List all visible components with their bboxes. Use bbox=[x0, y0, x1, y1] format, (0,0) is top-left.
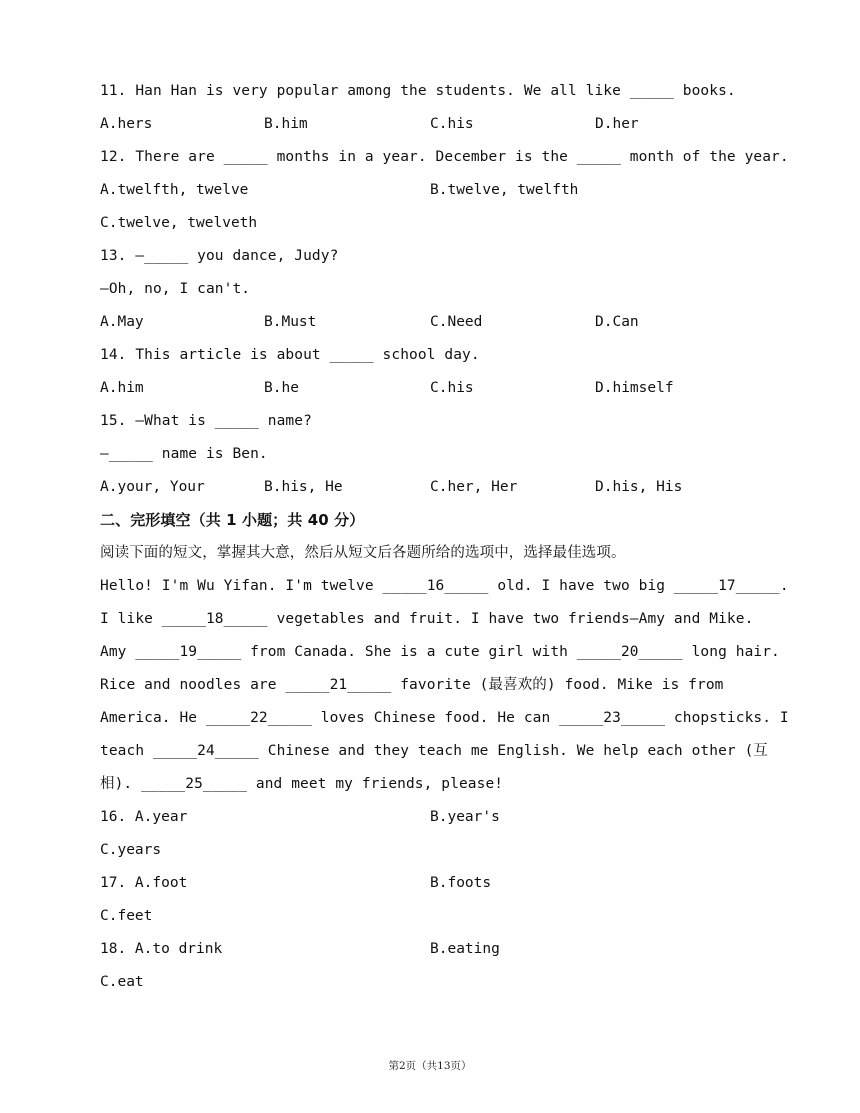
question-15-reply: —_____ name is Ben. bbox=[100, 446, 268, 462]
option-c: C.eat bbox=[100, 974, 144, 990]
option-b: B.he bbox=[264, 380, 299, 396]
option-a: A.May bbox=[100, 314, 144, 330]
question-15-options bbox=[100, 474, 780, 507]
option-b: B.foots bbox=[430, 875, 492, 891]
option-a: 16. A.year bbox=[100, 809, 188, 825]
section-instruction: 阅读下面的短文，掌握其大意，然后从短文后各题所给的选项中，选择最佳选项。 bbox=[100, 545, 626, 561]
item-18-options-row2 bbox=[100, 969, 780, 1002]
option-b: B.him bbox=[264, 116, 308, 132]
passage-line: Rice and noodles are _____21_____ favorite (最喜欢的) food. Mike is from bbox=[100, 677, 724, 693]
question-14-stem: 14. This article is about _____ school day. bbox=[100, 347, 480, 363]
question-13-reply: —Oh, no, I can't. bbox=[100, 281, 251, 297]
section-title: 二、完形填空（共 1 小题；共 40 分） bbox=[100, 511, 365, 529]
option-b: B.eating bbox=[430, 941, 500, 957]
page-footer: 第2页（共13页） bbox=[388, 1060, 472, 1072]
option-c: C.feet bbox=[100, 908, 153, 924]
question-14-options bbox=[100, 375, 780, 408]
option-d: D.her bbox=[595, 116, 639, 132]
passage-line: Amy _____19_____ from Canada. She is a cute girl with _____20_____ long hair. bbox=[100, 644, 780, 660]
question-11-stem: 11. Han Han is very popular among the students. We all like _____ books. bbox=[100, 83, 736, 99]
option-c: C.years bbox=[100, 842, 162, 858]
option-a: A.hers bbox=[100, 116, 153, 132]
option-a: A.your, Your bbox=[100, 479, 205, 495]
question-15-stem: 15. —What is _____ name? bbox=[100, 413, 312, 429]
item-16-options bbox=[100, 804, 780, 837]
option-c: C.his bbox=[430, 380, 474, 396]
passage-line: America. He _____22_____ loves Chinese food. He can _____23_____ chopsticks. I bbox=[100, 710, 789, 726]
item-18-options bbox=[100, 936, 780, 969]
passage-line: teach _____24_____ Chinese and they teach me English. We help each other (互 bbox=[100, 743, 768, 759]
option-b: B.twelve, twelfth bbox=[430, 182, 579, 198]
question-12-options bbox=[100, 177, 780, 210]
question-12-options-row2 bbox=[100, 210, 780, 243]
cloze-passage bbox=[100, 573, 789, 804]
option-c: C.her, Her bbox=[430, 479, 518, 495]
option-d: D.his, His bbox=[595, 479, 683, 495]
worksheet-page bbox=[100, 78, 789, 1002]
option-c: C.his bbox=[430, 116, 474, 132]
passage-line: I like _____18_____ vegetables and fruit. I have two friends—Amy and Mike. bbox=[100, 611, 754, 627]
option-d: D.Can bbox=[595, 314, 639, 330]
question-13-options bbox=[100, 309, 780, 342]
question-11-options bbox=[100, 111, 780, 144]
option-a: A.twelfth, twelve bbox=[100, 182, 249, 198]
option-b: B.year's bbox=[430, 809, 500, 825]
passage-line: Hello! I'm Wu Yifan. I'm twelve _____16_____ old. I have two big _____17_____. bbox=[100, 578, 789, 594]
option-c: C.twelve, twelveth bbox=[100, 215, 258, 231]
item-17-options bbox=[100, 870, 780, 903]
question-13-stem: 13. —_____ you dance, Judy? bbox=[100, 248, 339, 264]
option-a: 18. A.to drink bbox=[100, 941, 223, 957]
option-c: C.Need bbox=[430, 314, 483, 330]
passage-line: 相). _____25_____ and meet my friends, please! bbox=[100, 776, 504, 792]
item-16-options-row2 bbox=[100, 837, 780, 870]
option-a: A.him bbox=[100, 380, 144, 396]
option-a: 17. A.foot bbox=[100, 875, 188, 891]
item-17-options-row2 bbox=[100, 903, 780, 936]
option-b: B.Must bbox=[264, 314, 317, 330]
option-b: B.his, He bbox=[264, 479, 343, 495]
option-d: D.himself bbox=[595, 380, 674, 396]
question-12-stem: 12. There are _____ months in a year. December is the _____ month of the year. bbox=[100, 149, 789, 165]
